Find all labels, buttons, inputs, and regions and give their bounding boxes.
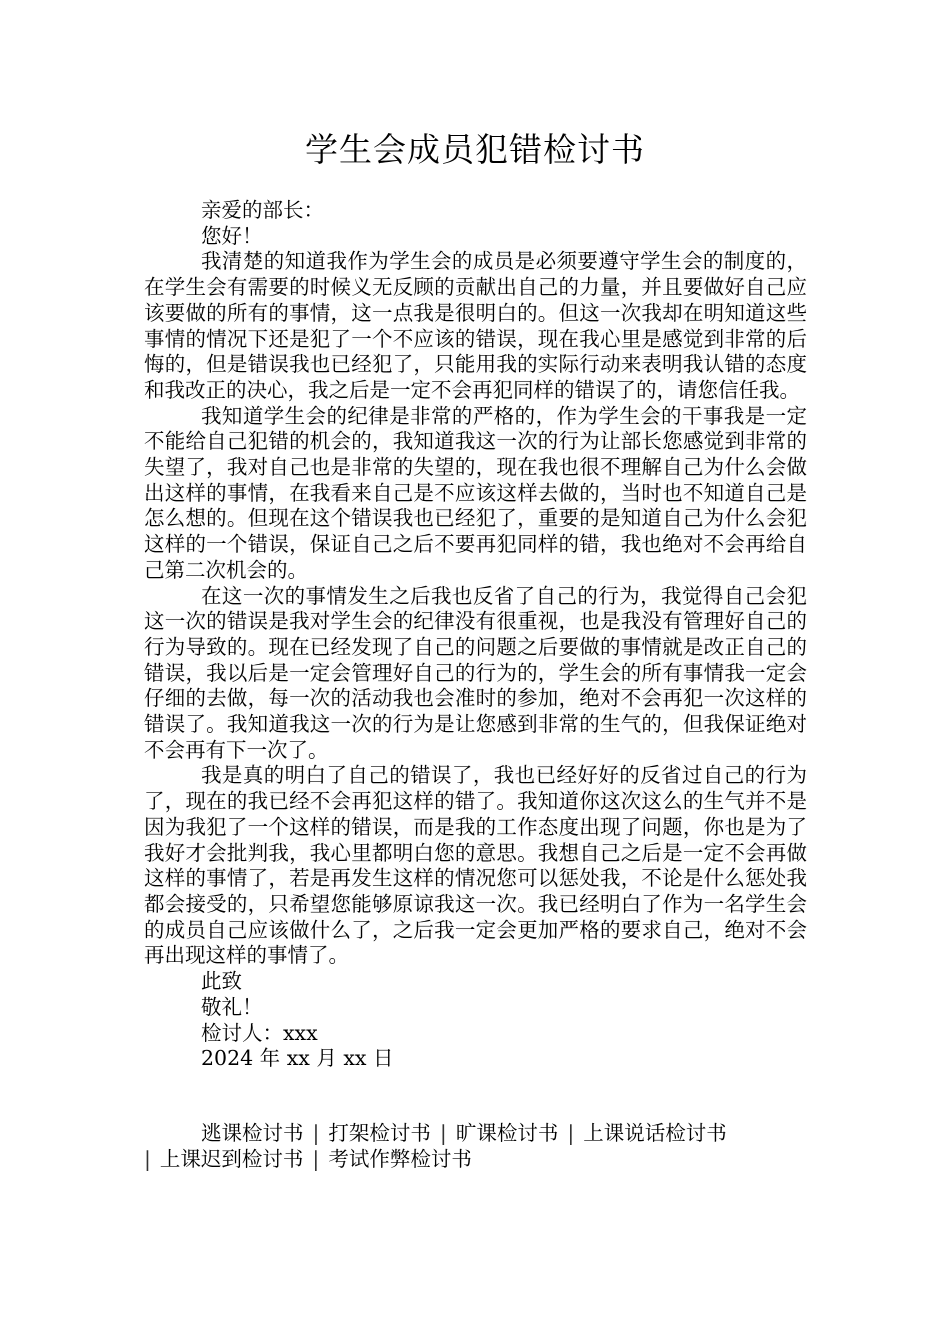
related-links: [144, 1120, 807, 1172]
related-link[interactable]: 打架检讨书: [328, 1121, 431, 1145]
related-link[interactable]: 上课说话检讨书: [583, 1121, 727, 1145]
related-link[interactable]: 上课迟到检讨书: [159, 1147, 304, 1171]
body-paragraph: 我清楚的知道我作为学生会的成员是必须要遵守学生会的制度的，在学生会有需要的时候义无反顾的贡献出自己的力量，并且要做好自己应该要做的所有的事情，这一点我是很明白的。但这一次我却在明知道这些事情的情况下还是犯了一个不应该的错误，现在我心里是感觉到非常的后悔的，但是错误我也已经犯了，只能用我的实际行动来表明我认错的态度和我改正的决心，我之后是一定不会再犯同样的错误了的，请您信任我。: [144, 249, 807, 402]
document-title: 学生会成员犯错检讨书: [305, 130, 645, 169]
link-separator: |: [439, 1121, 447, 1145]
greeting: 您好！: [201, 223, 263, 248]
closing-line-2: 敬礼！: [201, 994, 263, 1019]
salutation: 亲爱的部长：: [201, 198, 324, 222]
closing-line-1: 此致: [201, 969, 242, 994]
body-paragraph: 我知道学生会的纪律是非常的严格的，作为学生会的干事我是一定不能给自己犯错的机会的，我知道我这一次的行为让部长您感觉到非常的失望了，我对自己也是非常的失望的，现在我也很不理解自己为什么会做出这样的事情，在我看来自己是不应该这样去做的，当时也不知道自己是怎么想的。但现在这个错误我也已经犯了，重要的是知道自己为什么会犯这样的一个错误，保证自己之后不要再犯同样的错，我也绝对不会再给自己第二次机会的。: [144, 403, 807, 582]
related-link[interactable]: 考试作弊检讨书: [328, 1147, 472, 1171]
link-separator: |: [312, 1147, 320, 1171]
link-separator: |: [144, 1147, 151, 1171]
signer: 检讨人：xxx: [201, 1020, 318, 1045]
related-link[interactable]: 逃课检讨书: [201, 1121, 304, 1145]
document-body: [144, 198, 807, 1072]
body-paragraph: 在这一次的事情发生之后我也反省了自己的行为，我觉得自己会犯这一次的错误是我对学生会的纪律没有很重视，也是我没有管理好自己的行为导致的。现在已经发现了自己的问题之后要做的事情就是改正自己的错误，我以后是一定会管理好自己的行为的，学生会的所有事情我一定会仔细的去做，每一次的活动我也会准时的参加，绝对不会再犯一次这样的错误了。我知道我这一次的行为是让您感到非常的生气的，但我保证绝对不会再有下一次了。: [144, 583, 807, 762]
body-paragraph: 我是真的明白了自己的错误了，我也已经好好的反省过自己的行为了，现在的我已经不会再犯这样的错了。我知道你这次这么的生气并不是因为我犯了一个这样的错误，而是我的工作态度出现了问题，你也是为了我好才会批判我，我心里都明白您的意思。我想自己之后是一定不会再做这样的事情了，若是再发生这样的情况您可以惩处我，不论是什么惩处我都会接受的，只希望您能够原谅我这一次。我已经明白了作为一名学生会的成员自己应该做什么了，之后我一定会更加严格的要求自己，绝对不会再出现这样的事情了。: [144, 763, 807, 968]
link-separator: |: [312, 1121, 320, 1145]
date: 2024 年 xx 月 xx 日: [201, 1046, 394, 1071]
related-link[interactable]: 旷课检讨书: [455, 1121, 559, 1145]
link-separator: |: [567, 1121, 575, 1145]
